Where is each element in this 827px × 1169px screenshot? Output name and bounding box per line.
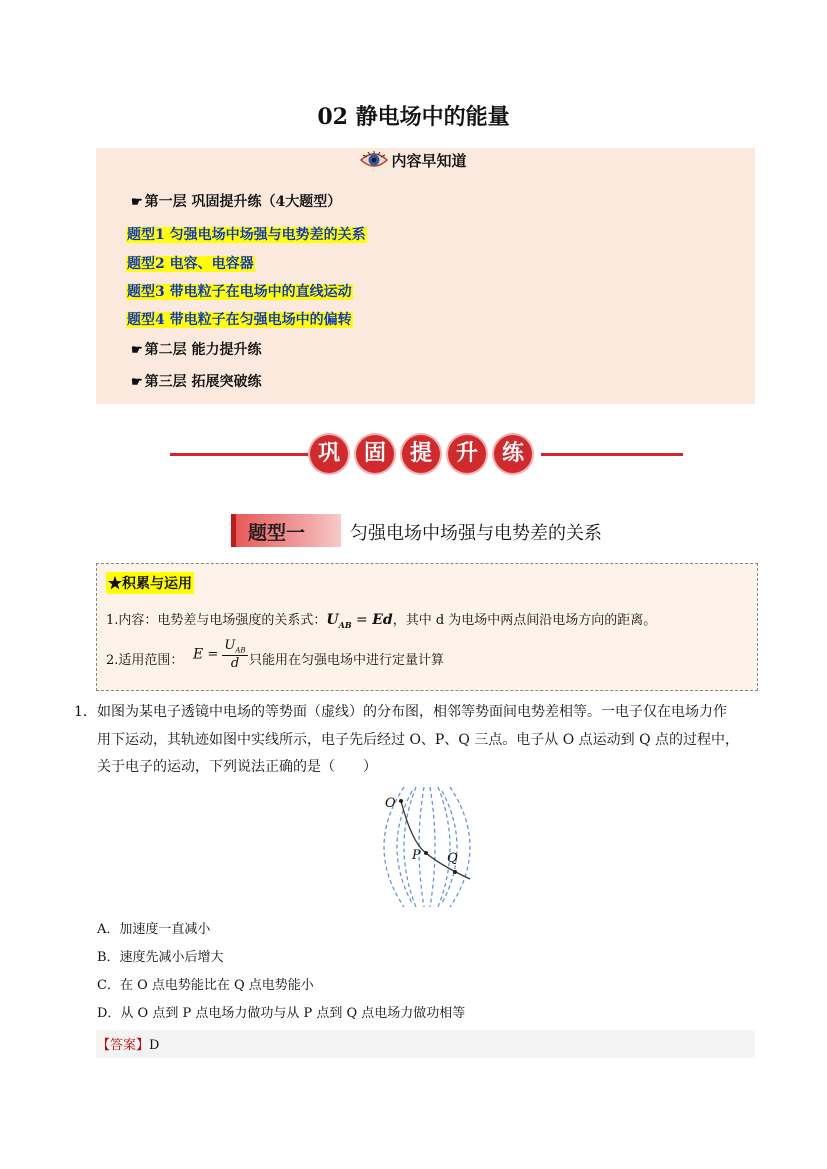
section-title: 匀强电场中场强与电势差的关系	[350, 523, 602, 544]
formula-e-uab-over-d: E = $U_{AB}$ d	[193, 638, 246, 671]
page-title: 02 静电场中的能量	[317, 104, 510, 130]
pointing-hand-icon: ☛	[131, 375, 143, 390]
accum-line-1-post: ，其中 d 为电场中两点间沿电场方向的距离。	[392, 613, 657, 628]
question-line-2: 用下运动，其轨迹如图中实线所示，电子先后经过 O、P、Q 三点。电子从 O 点运动到 Q 点的过程中，	[97, 732, 740, 748]
label-p: P	[412, 848, 421, 863]
point-o	[399, 799, 403, 803]
answer	[97, 1034, 159, 1053]
equipotential-figure	[364, 785, 490, 909]
toc-layer3-text: 第三层 拓展突破练	[144, 374, 262, 390]
banner-char-5: 练	[494, 435, 532, 473]
answer-label: 【答案】	[97, 1038, 150, 1053]
option-c: C．在 O 点电势能比在 Q 点电势能小	[97, 978, 314, 993]
accumulation-tag: ★积累与运用	[106, 572, 194, 594]
eye-icon	[360, 151, 388, 173]
formula-uab-ed: $U_{AB} = Ed$	[326, 612, 393, 630]
toc-type-1-text: 题型1 匀强电场中场强与电势差的关系	[127, 227, 366, 243]
equipotential-lines	[384, 787, 470, 907]
banner-line-right	[541, 453, 683, 456]
point-p	[424, 851, 428, 855]
banner-char-3: 提	[402, 435, 440, 473]
answer-value: D	[149, 1038, 160, 1053]
option-b: B．速度先减小后增大	[97, 950, 224, 965]
toc-layer3	[131, 371, 262, 391]
question-line-3: 关于电子的运动，下列说法正确的是（ ）	[97, 759, 377, 775]
toc-layer2-text: 第二层 能力提升练	[144, 342, 262, 358]
accum-line-1	[106, 609, 656, 630]
toc-header-text: 内容早知道	[391, 152, 467, 170]
banner-char-4: 升	[448, 435, 486, 473]
toc-type-4-text: 题型4 带电粒子在匀强电场中的偏转	[127, 312, 352, 328]
toc-layer2	[131, 339, 262, 359]
toc-layer1-text: 第一层 巩固提升练（4大题型）	[144, 194, 342, 210]
banner-char-2: 固	[356, 435, 394, 473]
accum-line-2-pre: 2.适用范围：	[106, 653, 184, 668]
accum-line-1-pre: 1.内容：电势差与电场强度的关系式：	[106, 613, 327, 628]
answer-bar	[96, 1030, 755, 1058]
banner-char-1: 巩	[310, 435, 348, 473]
trajectory-line	[401, 801, 470, 879]
option-d: D．从 O 点到 P 点电场力做功与从 P 点到 Q 点电场力做功相等	[97, 1006, 466, 1021]
toc-type-4	[126, 309, 353, 329]
toc-type-3-text: 题型3 带电粒子在电场中的直线运动	[127, 284, 352, 300]
toc-header	[0, 150, 827, 173]
pointing-hand-icon: ☛	[131, 195, 143, 210]
label-q: Q	[447, 851, 458, 866]
pointing-hand-icon: ☛	[131, 343, 143, 358]
toc-layer1	[131, 191, 341, 211]
banner-line-left	[170, 453, 311, 456]
toc-type-3	[126, 281, 353, 301]
toc-type-1	[126, 224, 367, 244]
toc-type-2-text: 题型2 电容、电容器	[127, 256, 254, 272]
toc-type-2	[126, 253, 255, 273]
label-o: O	[385, 796, 396, 811]
toc-box	[96, 148, 755, 404]
question-line-1: 如图为某电子透镜中电场的等势面（虚线）的分布图，相邻等势面间电势差相等。一电子仅在电场力作	[97, 704, 727, 720]
point-q	[453, 870, 457, 874]
accum-line-2-post: 只能用在匀强电场中进行定量计算	[249, 653, 445, 668]
option-a: A．加速度一直减小	[97, 922, 211, 937]
question-number: 1．	[74, 704, 97, 720]
section-tag: 题型一	[248, 522, 306, 544]
